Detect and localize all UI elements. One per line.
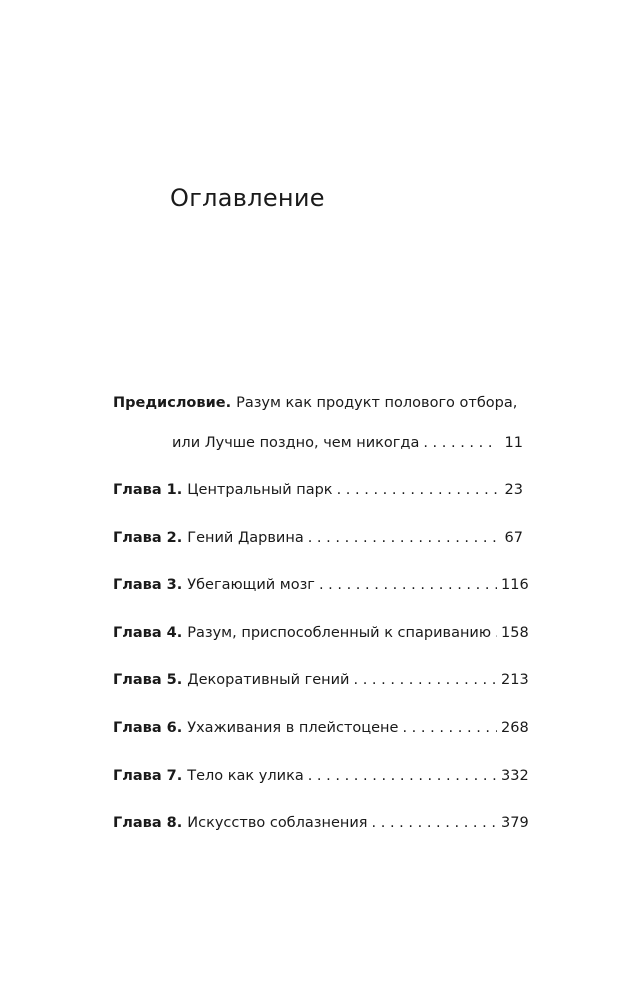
toc-entry-title: Гений Дарвина xyxy=(187,529,304,546)
toc-entry-title: Разум как продукт полового отбора, xyxy=(236,395,518,411)
toc-dot-leader xyxy=(372,813,497,833)
toc-entry-label: Глава 1. xyxy=(113,482,183,498)
toc-entry-label: Глава 3. xyxy=(113,577,183,594)
toc-entry-title: Центральный парк xyxy=(187,482,333,498)
toc-entry-label: Глава 6. xyxy=(113,719,183,736)
toc-entry-chapter-7[interactable] xyxy=(113,766,529,786)
toc-entry-title: Искусство соблазнения xyxy=(187,815,368,832)
toc-page-number: 67 xyxy=(504,529,523,546)
toc-entry-label: Глава 5. xyxy=(113,672,183,689)
toc-dot-leader xyxy=(423,433,497,453)
toc-dot-leader xyxy=(337,480,497,500)
toc-entry-chapter-8[interactable] xyxy=(113,813,529,833)
toc-dot-leader xyxy=(402,718,497,738)
toc-page-number: 213 xyxy=(501,672,529,689)
toc-page-number: 268 xyxy=(501,719,529,736)
toc-dot-leader xyxy=(495,623,497,643)
toc-entry-label: Глава 4. xyxy=(113,624,183,641)
toc-entry-chapter-3[interactable] xyxy=(113,575,529,595)
toc-entry-title: Разум, приспособленный к спариванию xyxy=(187,624,492,641)
toc-page-number: 23 xyxy=(504,482,523,498)
toc-entry-chapter-4[interactable] xyxy=(113,623,529,643)
toc-entry-title: или Лучше поздно, чем никогда xyxy=(172,435,420,451)
table-of-contents xyxy=(113,393,529,861)
toc-dot-leader xyxy=(308,528,497,548)
toc-page-number: 11 xyxy=(504,435,523,451)
toc-entry-chapter-2[interactable] xyxy=(113,528,523,548)
toc-page-number: 379 xyxy=(501,815,529,832)
toc-dot-leader xyxy=(308,766,497,786)
page-title: Оглавление xyxy=(170,184,325,212)
toc-entry-label: Предисловие. xyxy=(113,395,232,411)
toc-entry-label: Глава 7. xyxy=(113,767,183,784)
toc-page-number: 332 xyxy=(501,767,529,784)
toc-entry-preface-continuation[interactable] xyxy=(113,433,523,453)
toc-entry-chapter-5[interactable] xyxy=(113,670,529,690)
toc-dot-leader xyxy=(353,670,497,690)
toc-entry-title: Ухаживания в плейстоцене xyxy=(187,719,399,736)
toc-entry-label: Глава 2. xyxy=(113,529,183,546)
toc-dot-leader xyxy=(319,575,497,595)
toc-entry-title: Декоративный гений xyxy=(187,672,350,689)
toc-entry-chapter-6[interactable] xyxy=(113,718,529,738)
toc-entry-preface[interactable] xyxy=(113,393,523,413)
toc-entry-label: Глава 8. xyxy=(113,815,183,832)
toc-entry-title: Тело как улика xyxy=(187,767,304,784)
toc-entry-title: Убегающий мозг xyxy=(187,577,315,594)
toc-page-number: 116 xyxy=(501,577,529,594)
toc-page-number: 158 xyxy=(501,624,529,641)
toc-entry-chapter-1[interactable] xyxy=(113,480,523,500)
